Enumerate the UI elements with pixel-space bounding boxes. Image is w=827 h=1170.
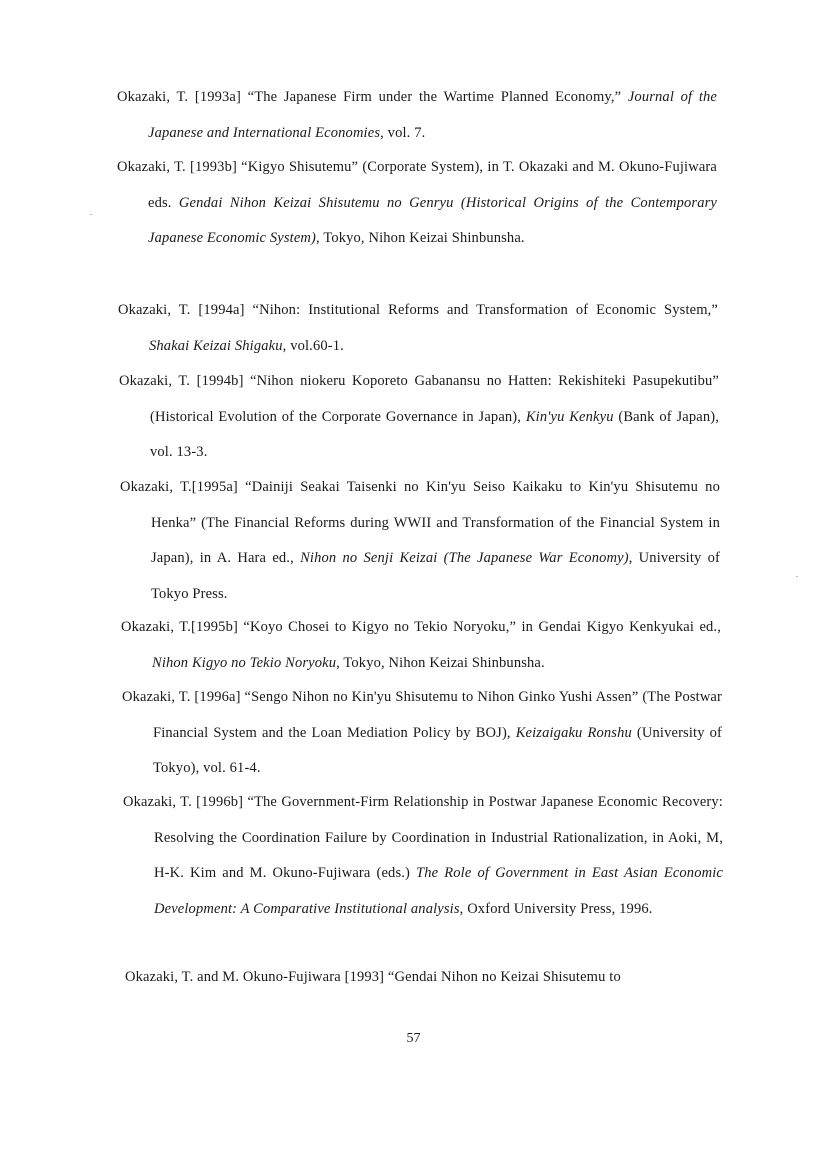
reference-text: , vol.60-1. xyxy=(282,337,344,354)
reference-title: Nihon Kigyo no Tekio Noryoku xyxy=(152,654,337,671)
reference-title: Nihon no Senji Keizai (The Japanese War Economy) xyxy=(300,550,629,566)
reference-entry xyxy=(121,610,721,681)
reference-text: , Oxford University Press, 1996. xyxy=(459,900,653,917)
reference-text: Okazaki, T. [1996b] “The Government-Firm Relationship in Postwar Japanese Economic Recovery: Resolving the Coordination Failure by Coordination in Industrial Rationalization, in Aoki, M, H-K. Kim and M. Okuno-Fujiwara (eds.) xyxy=(123,794,723,881)
reference-title: Journal of the Japanese and International Economies xyxy=(148,89,718,141)
reference-entry xyxy=(119,364,719,471)
reference-text: Okazaki, T. [1993b] “Kigyo Shisutemu” (Corporate System), in T. Okazaki and M. Okuno-Fujiwara eds. xyxy=(117,159,717,211)
reference-text: Okazaki, T. [1996a] “Sengo Nihon no Kin'yu Shisutemu to Nihon Ginko Yushi Assen” (The Postwar Financial System and the Loan Mediation Policy by BOJ), xyxy=(122,689,722,741)
reference-text: Okazaki, T. and M. Okuno-Fujiwara [1993] “Gendai Nihon no Keizai Shisutemu to xyxy=(125,969,621,985)
reference-entry xyxy=(117,150,717,257)
page-number: 57 xyxy=(406,1031,421,1046)
reference-title: Gendai Nihon Keizai Shisutemu no Genryu (Historical Origins of the Contemporary Japanese Economic System) xyxy=(148,194,717,246)
reference-title: The Role of Government in East Asian Economic Development: A Comparative Institutional analysis xyxy=(154,865,723,917)
reference-title: Kin'yu Kenkyu xyxy=(525,408,614,425)
reference-entry xyxy=(120,470,720,612)
reference-entry xyxy=(123,785,723,927)
reference-text: Okazaki, T. [1994a] “Nihon: Institutional Reforms and Transformation of Economic System,” xyxy=(118,302,718,318)
reference-entry xyxy=(118,293,718,364)
reference-text: Okazaki, T. [1994b] “Nihon niokeru Koporeto Gabanansu no Hatten: Rekishiteki Pasupekutibu” (Historical Evolution of the Corporate Governance in Japan), xyxy=(119,373,719,425)
reference-text: , Tokyo, Nihon Keizai Shinbunsha. xyxy=(336,654,545,671)
reference-entry xyxy=(122,680,722,787)
reference-text: , vol. 7. xyxy=(380,124,426,141)
reference-title: Shakai Keizai Shigaku xyxy=(149,337,283,354)
reference-text: (Bank of Japan), vol. 13-3. xyxy=(150,408,719,460)
reference-text: , Tokyo, Nihon Keizai Shinbunsha. xyxy=(316,230,525,246)
scan-speck xyxy=(90,214,92,215)
reference-text: Okazaki, T.[1995b] “Koyo Chosei to Kigyo no Tekio Noryoku,” in Gendai Kigyo Kenkyukai ed., xyxy=(121,619,721,635)
reference-entry xyxy=(125,960,725,996)
scan-speck xyxy=(796,576,798,577)
reference-text: , University of Tokyo Press. xyxy=(151,550,720,602)
reference-title: Keizaigaku Ronshu xyxy=(515,724,632,741)
reference-text: Okazaki, T.[1995a] “Dainiji Seakai Taisenki no Kin'yu Seiso Kaikaku to Kin'yu Shisutemu no Henka” (The Financial Reforms during WWII and Transformation of the Financial System in Japan), in A. Hara ed., xyxy=(120,479,720,566)
reference-text: Okazaki, T. [1993a] “The Japanese Firm under the Wartime Planned Economy,” xyxy=(117,89,628,105)
reference-entry xyxy=(117,80,717,151)
reference-text: (University of Tokyo), vol. 61-4. xyxy=(153,724,722,776)
